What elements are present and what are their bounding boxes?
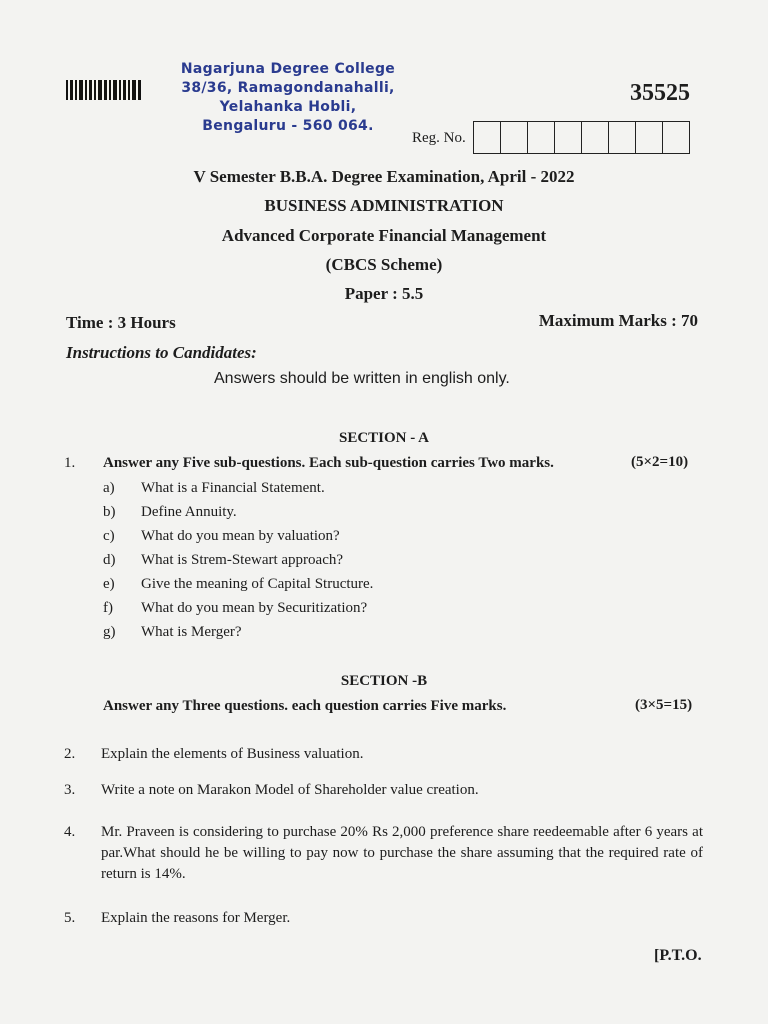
reg-box[interactable] (582, 122, 609, 153)
pto-label: [P.T.O. (654, 947, 702, 964)
sub-question-a (103, 480, 325, 497)
sub-question-label: e) (103, 576, 115, 592)
sub-question-label: a) (103, 480, 115, 496)
reg-box[interactable] (636, 122, 663, 153)
reg-box[interactable] (609, 122, 636, 153)
reg-box[interactable] (528, 122, 555, 153)
stamp-line-1: Nagarjuna Degree College (180, 61, 396, 77)
time-label: Time : 3 Hours (66, 313, 176, 332)
barcode (66, 80, 146, 100)
exam-title: V Semester B.B.A. Degree Examination, April - 2022 (193, 167, 575, 186)
reg-box[interactable] (474, 122, 501, 153)
question-number: 1. (64, 455, 76, 471)
sub-question-c (103, 528, 340, 545)
sub-question-label: b) (103, 504, 116, 520)
section-a-title: SECTION - A (338, 430, 430, 446)
question-number: 5. (64, 910, 76, 926)
question-text: Explain the reasons for Merger. (101, 910, 291, 926)
question-text: Mr. Praveen is considering to purchase 20% Rs 2,000 preference share reedeemable after 6 years at par.What should he be willing to pay now to purchase the share assuming that the required rate of return is 14%. (101, 824, 703, 882)
sub-question-text: Give the meaning of Capital Structure. (141, 576, 374, 592)
course-title: Advanced Corporate Financial Management (221, 226, 547, 245)
instructions-text: Answers should be written in english only. (214, 370, 510, 387)
subject-title: BUSINESS ADMINISTRATION (264, 196, 504, 215)
sub-question-label: f) (103, 600, 113, 616)
section-a-marks: (5×2=10) (631, 454, 689, 470)
stamp-line-4: Bengaluru - 560 064. (202, 118, 374, 134)
question-number: 3. (64, 782, 76, 798)
sub-question-text: What is a Financial Statement. (141, 480, 325, 496)
max-marks-label: Maximum Marks : 70 (538, 311, 698, 330)
scheme-title: (CBCS Scheme) (325, 255, 443, 274)
sub-question-d (103, 552, 343, 569)
sub-question-label: d) (103, 552, 116, 568)
sub-question-label: g) (103, 624, 116, 640)
question-number: 4. (64, 824, 76, 840)
college-stamp (168, 60, 408, 136)
sub-question-e (103, 576, 373, 593)
paper-code: 35525 (630, 80, 690, 106)
sub-question-label: c) (103, 528, 115, 544)
reg-no-boxes[interactable] (473, 121, 690, 154)
question-text: Explain the elements of Business valuation. (101, 746, 364, 762)
question-number: 2. (64, 746, 76, 762)
stamp-line-3: Yelahanka Hobli, (219, 99, 357, 115)
question-text: Write a note on Marakon Model of Shareholder value creation. (101, 782, 479, 798)
reg-box[interactable] (555, 122, 582, 153)
section-a-heading: Answer any Five sub-questions. Each sub-question carries Two marks. (103, 455, 554, 471)
sub-question-text: What is Strem-Stewart approach? (141, 552, 344, 568)
sub-question-text: Define Annuity. (141, 504, 237, 520)
sub-question-b (103, 504, 237, 521)
section-b-heading: Answer any Three questions. each question carries Five marks. (103, 698, 507, 714)
section-b-title: SECTION -B (340, 673, 428, 689)
sub-question-text: What do you mean by Securitization? (141, 600, 368, 616)
paper-title: Paper : 5.5 (344, 284, 424, 303)
sub-question-g (103, 624, 242, 641)
reg-box[interactable] (663, 122, 689, 153)
sub-question-text: What is Merger? (141, 624, 242, 640)
sub-question-f (103, 600, 367, 617)
sub-question-text: What do you mean by valuation? (141, 528, 340, 544)
reg-box[interactable] (501, 122, 528, 153)
reg-no-label: Reg. No. (412, 130, 466, 146)
stamp-line-2: 38/36, Ramagondanahalli, (181, 80, 395, 96)
section-b-marks: (3×5=15) (635, 697, 693, 713)
instructions-heading: Instructions to Candidates: (66, 343, 257, 362)
